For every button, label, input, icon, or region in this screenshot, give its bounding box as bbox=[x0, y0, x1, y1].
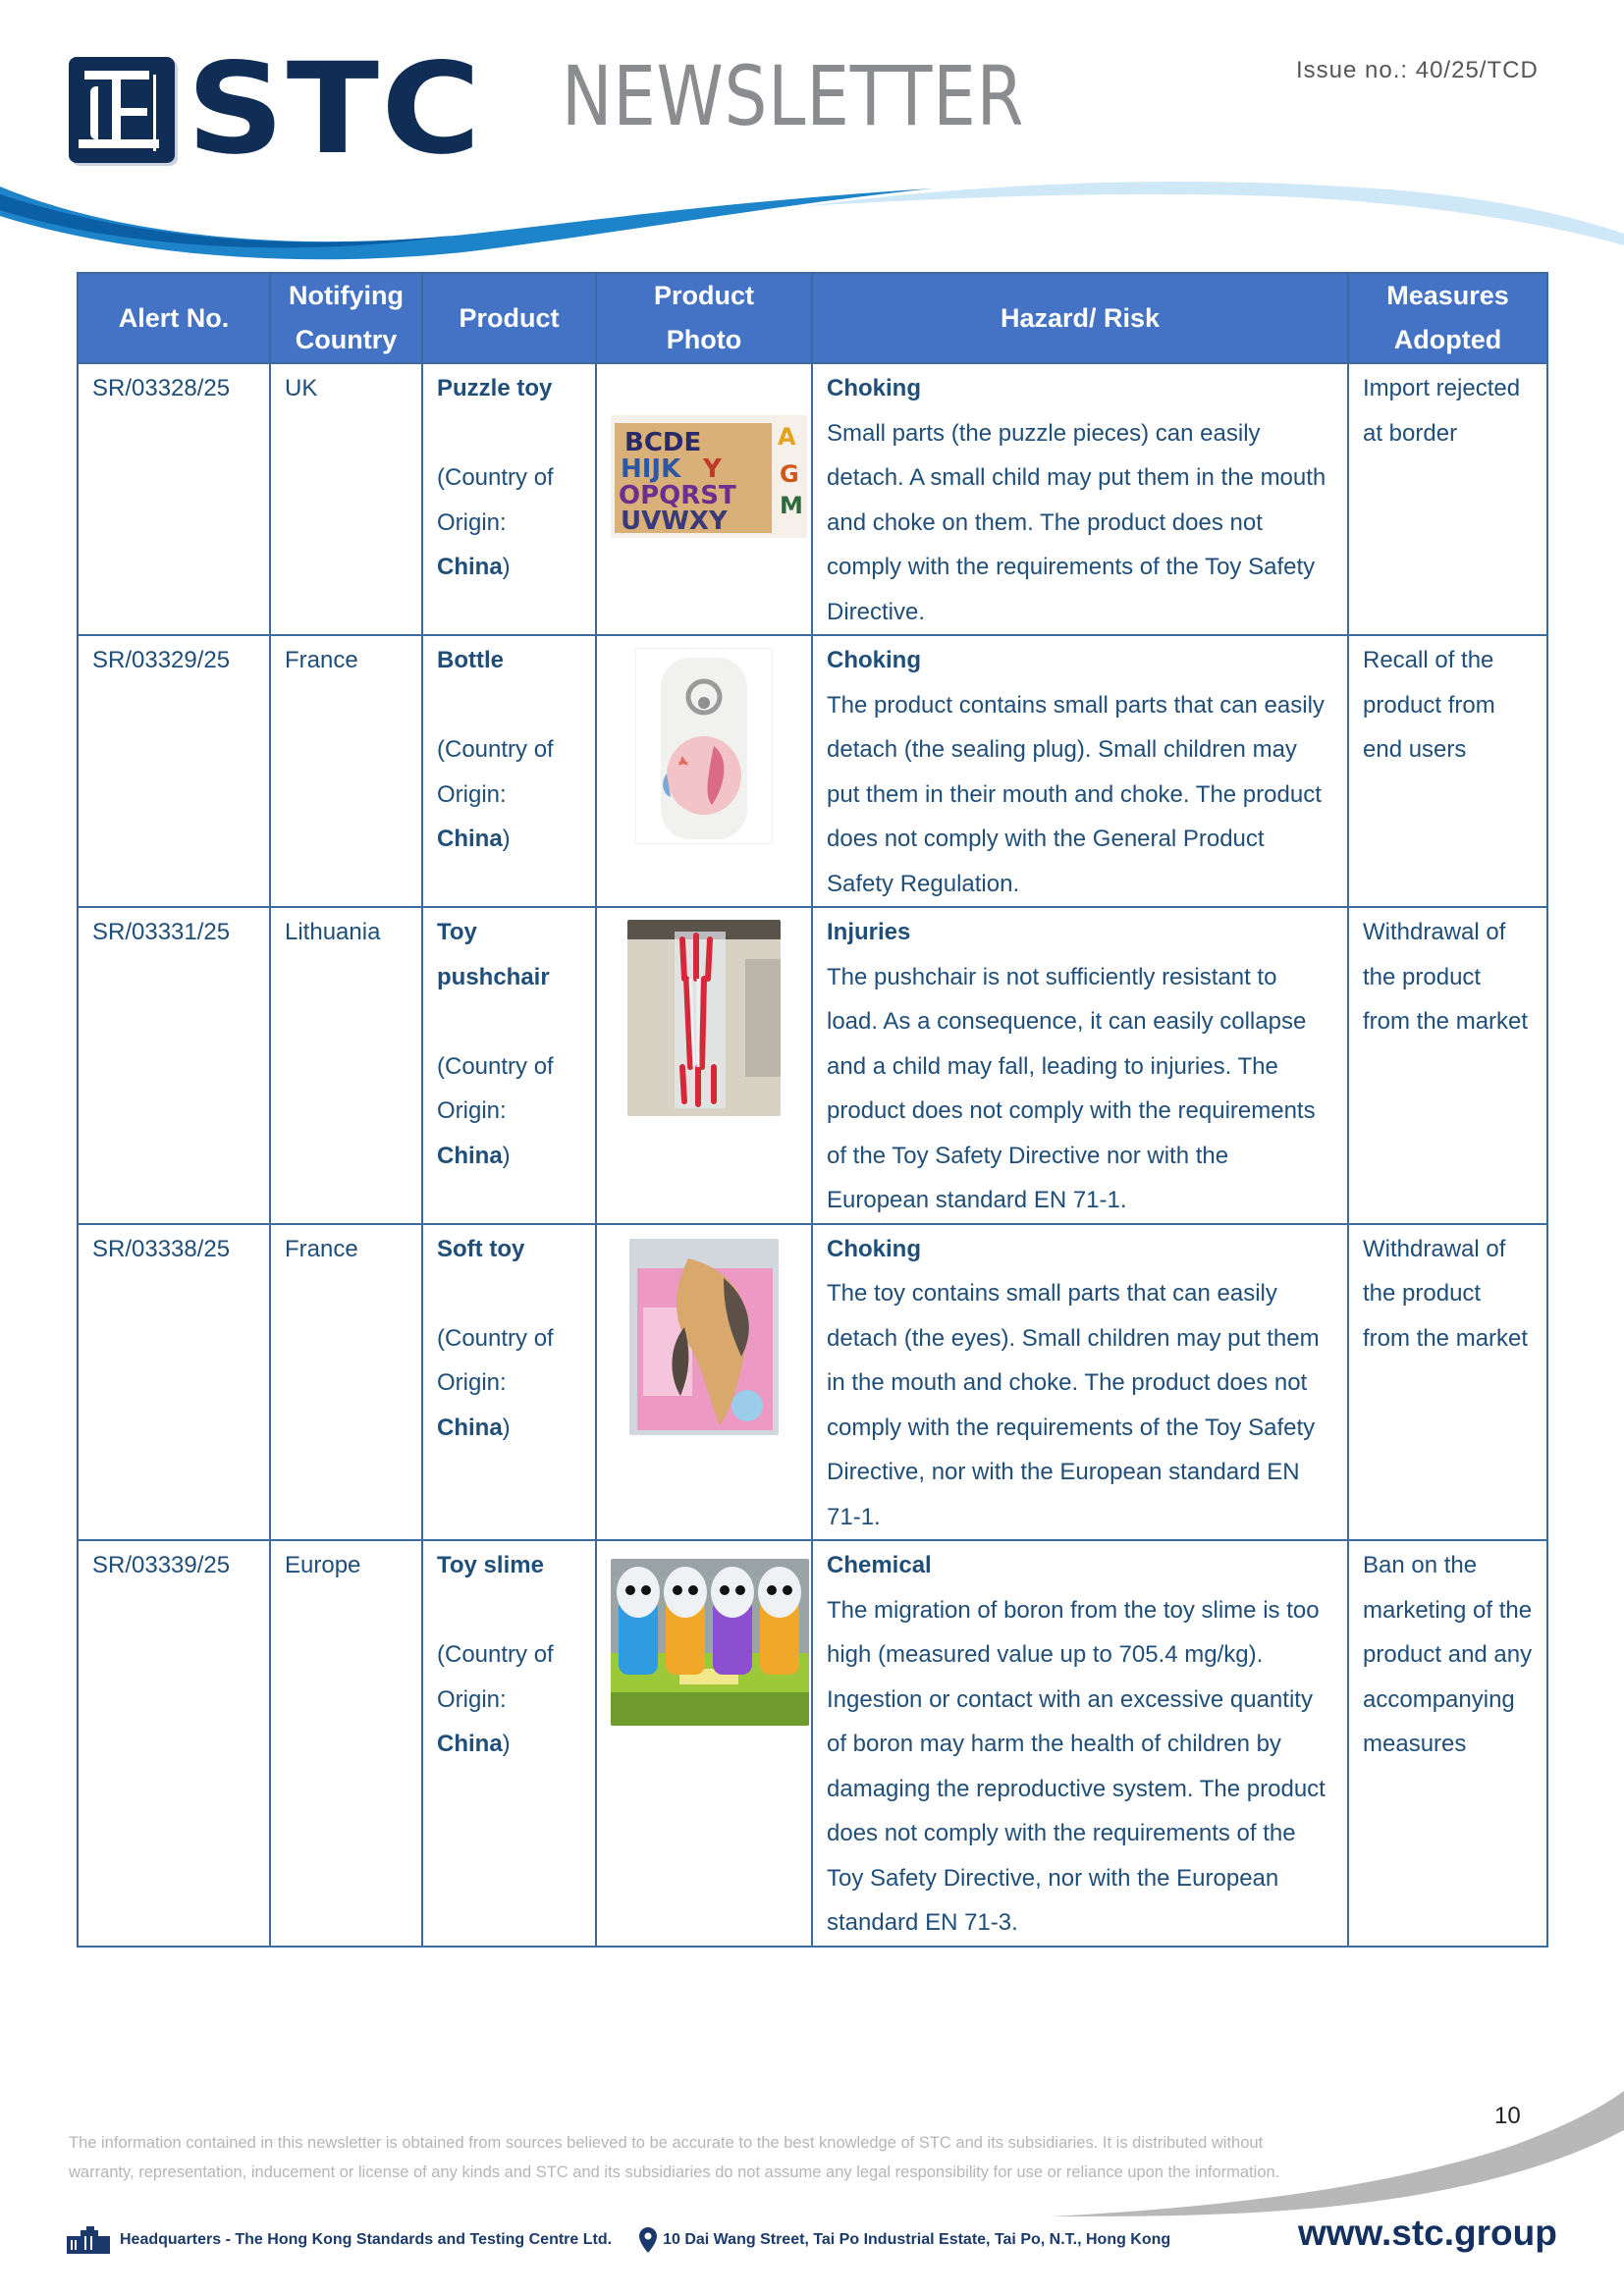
origin-prefix: (Country of bbox=[437, 1052, 554, 1080]
measures-adopted: Ban on the marketing of the product and any accompanying measures bbox=[1348, 1540, 1547, 1947]
logo-text: STC bbox=[187, 36, 483, 183]
notifying-country: France bbox=[270, 635, 422, 907]
product-photo-cell bbox=[596, 635, 812, 907]
location-pin-icon bbox=[639, 2227, 657, 2253]
website-link[interactable]: www.stc.group bbox=[1298, 2213, 1557, 2253]
column-header-hazard-risk: Hazard/ Risk bbox=[812, 273, 1348, 363]
bottle-photo bbox=[635, 648, 773, 844]
measures-adopted: Import rejected at border bbox=[1348, 363, 1547, 635]
origin-country: China bbox=[437, 826, 503, 852]
product-name: Bottle bbox=[437, 647, 504, 673]
alert-no: SR/03331/25 bbox=[78, 907, 270, 1224]
page-number: 10 bbox=[1494, 2103, 1521, 2129]
building-icon bbox=[65, 2226, 112, 2254]
product-cell: Toy slime (Country of Origin: China) bbox=[422, 1540, 596, 1947]
table-row bbox=[78, 907, 1547, 1224]
svg-text:A: A bbox=[778, 423, 796, 451]
hazard-cell bbox=[812, 1540, 1348, 1947]
product-photo-cell bbox=[596, 907, 812, 1224]
product-cell: Toy pushchair (Country of Origin: China) bbox=[422, 907, 596, 1224]
svg-text:G: G bbox=[780, 460, 799, 488]
origin-prefix: (Country of bbox=[437, 1324, 554, 1352]
origin-label: Origin: bbox=[437, 780, 507, 808]
address-text: 10 Dai Wang Street, Tai Po Industrial Estate, Tai Po, N.T., Hong Kong bbox=[663, 2231, 1171, 2248]
table-row bbox=[78, 635, 1547, 907]
hazard-title: Chemical bbox=[827, 1552, 932, 1578]
toy-slime-photo bbox=[611, 1559, 809, 1726]
column-header-notifying-country: Notifying Country bbox=[270, 273, 422, 363]
origin-country: China bbox=[437, 1731, 503, 1757]
issue-number: Issue no.: 40/25/TCD bbox=[1296, 57, 1539, 83]
alert-no: SR/03338/25 bbox=[78, 1224, 270, 1541]
origin-prefix: (Country of bbox=[437, 1641, 554, 1668]
hazard-description: The product contains small parts that can easily detach (the sealing plug). Small children may put them in their mouth and choke. The product does not comply with the General Product Safety Regulation. bbox=[827, 691, 1325, 897]
hazard-title: Choking bbox=[827, 647, 921, 673]
hazard-title: Injuries bbox=[827, 919, 911, 945]
table-header-row bbox=[78, 273, 1547, 363]
origin-label: Origin: bbox=[437, 1097, 507, 1124]
hazard-title: Choking bbox=[827, 375, 921, 401]
svg-text:OPQRST: OPQRST bbox=[619, 481, 736, 510]
origin-label: Origin: bbox=[437, 508, 507, 536]
alert-no: SR/03328/25 bbox=[78, 363, 270, 635]
newsletter-title: NEWSLETTER bbox=[562, 48, 1025, 144]
product-cell: Puzzle toy (Country of Origin: China) bbox=[422, 363, 596, 635]
column-header-product-photo: Product Photo bbox=[596, 273, 812, 363]
alerts-table bbox=[77, 272, 1548, 1948]
origin-label: Origin: bbox=[437, 1685, 507, 1713]
hazard-description: The pushchair is not sufficiently resistant to load. As a consequence, it can easily collapse and a child may fall, leading to injuries. The product does not comply with the requirements of the Toy Safety Directive nor with the European standard EN 71-1. bbox=[827, 963, 1316, 1213]
column-header-measures-adopted: Measures Adopted bbox=[1348, 273, 1547, 363]
origin-prefix: (Country of bbox=[437, 464, 554, 491]
notifying-country: Lithuania bbox=[270, 907, 422, 1224]
alert-no: SR/03329/25 bbox=[78, 635, 270, 907]
headquarters-text: Headquarters - The Hong Kong Standards and Testing Centre Ltd. bbox=[120, 2231, 613, 2248]
hazard-cell bbox=[812, 1224, 1348, 1541]
origin-prefix: (Country of bbox=[437, 736, 554, 763]
svg-text:BCDE: BCDE bbox=[624, 428, 702, 457]
table-row bbox=[78, 1540, 1547, 1947]
puzzle-toy-photo bbox=[611, 415, 807, 538]
header-swoosh-decoration bbox=[0, 177, 1624, 265]
svg-text:HIJK: HIJK bbox=[621, 454, 681, 484]
origin-country: China bbox=[437, 1414, 503, 1441]
product-name: Soft toy bbox=[437, 1235, 525, 1262]
product-name: Toy slime bbox=[437, 1552, 544, 1578]
product-cell: Soft toy (Country of Origin: China) bbox=[422, 1224, 596, 1541]
hazard-description: The toy contains small parts that can easily detach (the eyes). Small children may put them in the mouth and choke. The product does not comply with the requirements of the Toy Safety Directive, nor with the European standard EN 71-1. bbox=[827, 1280, 1320, 1530]
notifying-country: UK bbox=[270, 363, 422, 635]
notifying-country: France bbox=[270, 1224, 422, 1541]
measures-adopted: Withdrawal of the product from the market bbox=[1348, 1224, 1547, 1541]
product-cell: Bottle (Country of Origin: China) bbox=[422, 635, 596, 907]
hazard-description: Small parts (the puzzle pieces) can easily detach. A small child may put them in the mouth and choke on them. The product does not comply with the requirements of the Toy Safety Directive. bbox=[827, 419, 1326, 625]
product-photo-cell bbox=[596, 1540, 812, 1947]
hazard-description: The migration of boron from the toy slime is too high (measured value up to 705.4 mg/kg). Ingestion or contact with an excessive quantity of boron may harm the health of children by damaging the reproductive system. The product does not comply with the requirements of the Toy Safety Directive, nor with the European standard EN 71-3. bbox=[827, 1596, 1326, 1936]
table-row bbox=[78, 1224, 1547, 1541]
hazard-cell bbox=[812, 907, 1348, 1224]
headquarters-info bbox=[65, 2226, 1170, 2254]
toy-pushchair-photo bbox=[627, 920, 781, 1116]
product-photo-cell bbox=[596, 1224, 812, 1541]
alert-no: SR/03339/25 bbox=[78, 1540, 270, 1947]
origin-country: China bbox=[437, 554, 503, 580]
origin-label: Origin: bbox=[437, 1369, 507, 1396]
notifying-country: Europe bbox=[270, 1540, 422, 1947]
svg-text:UVWXY: UVWXY bbox=[621, 507, 728, 536]
stc-monogram-icon bbox=[69, 57, 175, 163]
table-row bbox=[78, 363, 1547, 635]
soft-toy-photo bbox=[629, 1239, 779, 1435]
hazard-title: Choking bbox=[827, 1235, 921, 1262]
hazard-cell bbox=[812, 635, 1348, 907]
measures-adopted: Withdrawal of the product from the market bbox=[1348, 907, 1547, 1224]
hazard-cell bbox=[812, 363, 1348, 635]
column-header-product: Product bbox=[422, 273, 596, 363]
column-header-alert-no: Alert No. bbox=[78, 273, 270, 363]
measures-adopted: Recall of the product from end users bbox=[1348, 635, 1547, 907]
product-name: Toy pushchair bbox=[437, 919, 550, 990]
svg-text:M: M bbox=[780, 492, 803, 519]
product-name: Puzzle toy bbox=[437, 375, 553, 401]
svg-text:Y: Y bbox=[703, 454, 722, 484]
origin-country: China bbox=[437, 1142, 503, 1169]
product-photo-cell bbox=[596, 363, 812, 635]
disclaimer: The information contained in this newsletter is obtained from sources believed to be accurate to the best knowledge of STC and its subsidiaries. It is distributed without warranty, representation, inducement or license of any kinds and STC and its subsidiaries do not assume any legal responsibility for use or reliance upon the information. bbox=[69, 2134, 1280, 2181]
